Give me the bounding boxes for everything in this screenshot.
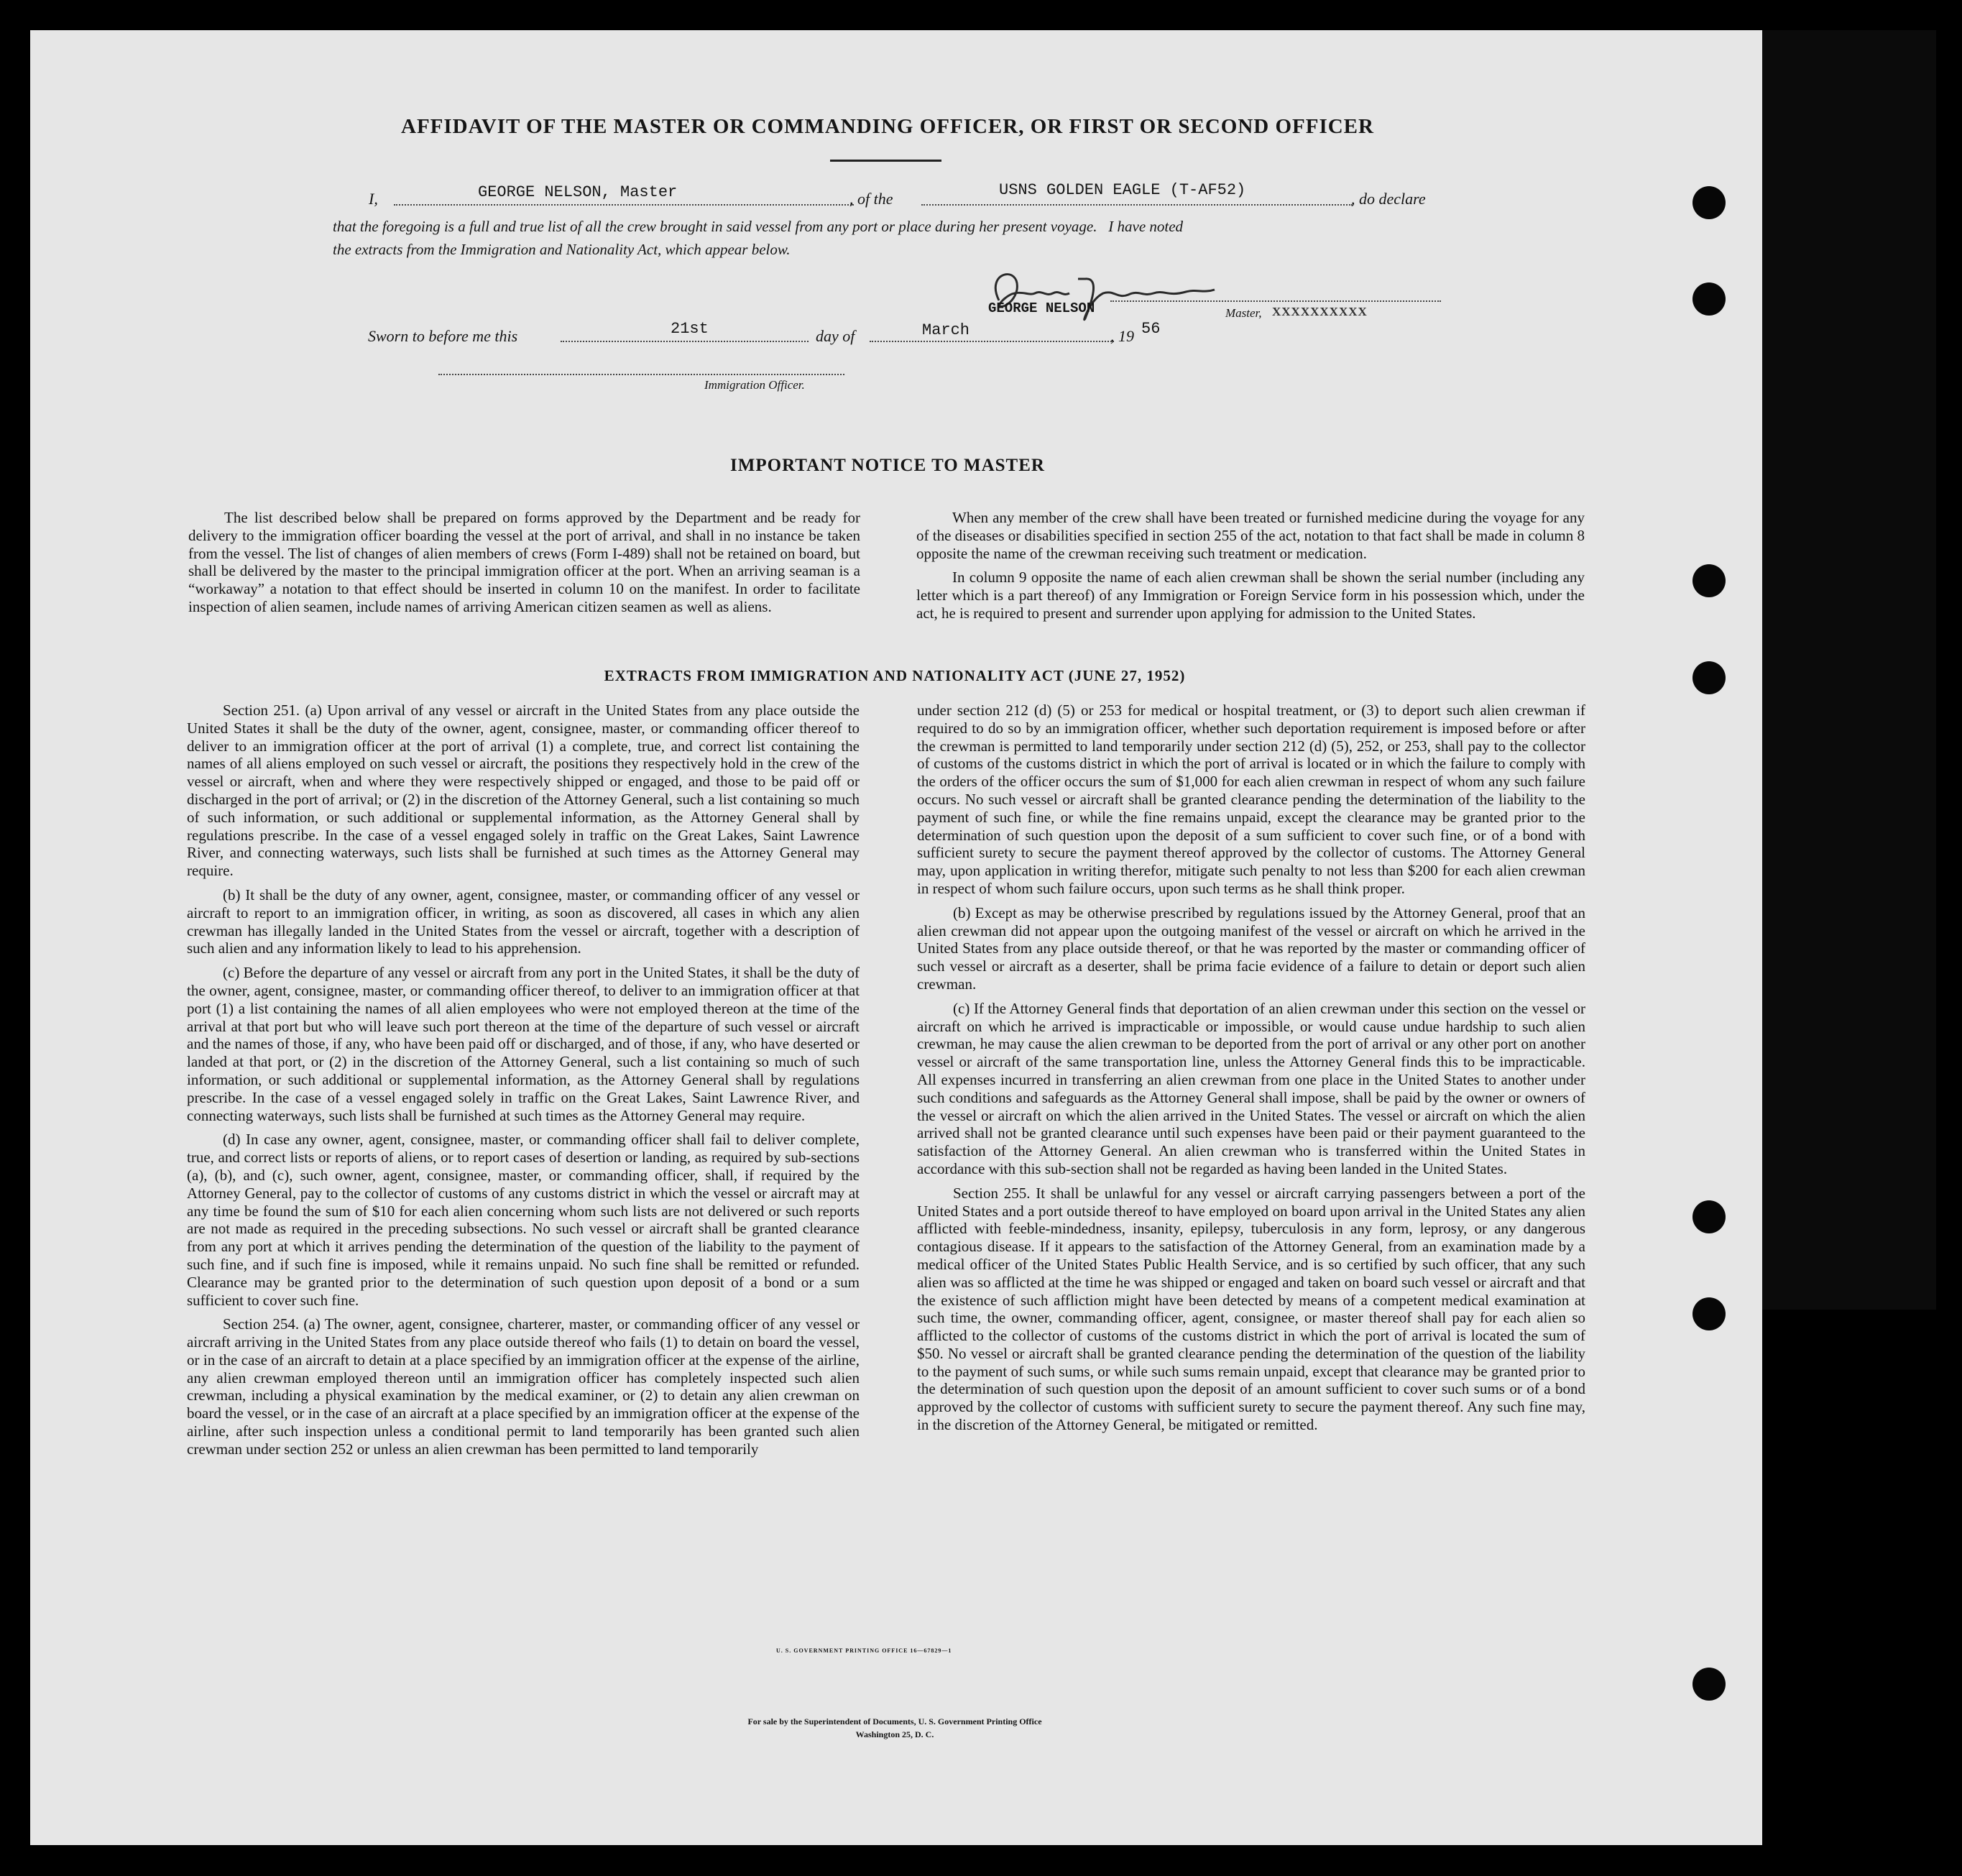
notice-left-column bbox=[188, 509, 860, 622]
extracts-heading: EXTRACTS FROM IMMIGRATION AND NATIONALITY ACT (JUNE 27, 1952) bbox=[604, 667, 1186, 684]
declaration-text-1: that the foregoing is a full and true list of all the crew brought in said vessel from any port or place during her present voyage. I have noted bbox=[333, 218, 1184, 235]
binder-hole bbox=[1692, 1297, 1726, 1330]
month-field-line bbox=[870, 325, 1114, 342]
immigration-officer-label: Immigration Officer. bbox=[704, 378, 805, 392]
act-section-paragraph: Section 251. (a) Upon arrival of any vessel or aircraft in the United States from any place outside the United States it shall be the duty of the owner, agent, consignee, master, or commanding officer thereof to deliver to an immigration officer at the port of arrival (1) a complete, true, and correct list containing the names of all aliens employed on such vessel or aircraft, the positions they respectively hold in the crew of the vessel or aircraft, when and where they were respectively shipped or engaged, and those to be paid off or discharged in the port of arrival; or (2) in the discretion of the Attorney General, such a list containing so much of such information, or such additional or supplemental information, as the Attorney General shall by regulations prescribe. In the case of a vessel engaged solely in traffic on the Great Lakes, Saint Lawrence River, and connecting waterways, such lists shall be furnished at such times as the Attorney General may require. bbox=[187, 702, 860, 880]
declaration-text-2: the extracts from the Immigration and Nationality Act, which appear below. bbox=[333, 241, 791, 258]
binder-hole bbox=[1692, 1200, 1726, 1233]
year-prefix: , 19 bbox=[1110, 327, 1134, 345]
act-section-paragraph: under section 212 (d) (5) or 253 for medical or hospital treatment, or (3) to deport such alien crewman if required to do so by an immigration officer, whether such deportation requirement is imposed before or after the crewman is permitted to land temporarily under section 212 (d) (5), 252, or 253, shall pay to the collector of customs of the customs district in which the port of arrival is located or in which the failure to comply with the orders of the officer occurs the sum of $1,000 for each alien crewman in respect of whom any such failure occurs. No such vessel or aircraft shall be granted clearance pending the determination of the liability to the payment of such fine, or while the fine remains unpaid, except the clearance may be granted prior to the determination of such question upon the deposit of a sum sufficient to cover such fine, or of a bond with sufficient surety to secure the payment thereof approved by the collector of customs. The Attorney General may, upon application in writing therefor, mitigate such penalty to not less than $200 for each alien crewman in respect of whom such failure occurs, upon such terms as he shall think proper. bbox=[917, 702, 1585, 897]
sworn-month-field: March bbox=[922, 321, 970, 339]
of-the-label: , of the bbox=[849, 190, 893, 208]
handwritten-signature bbox=[977, 257, 1222, 329]
act-section-paragraph: (d) In case any owner, agent, consignee, master, or commanding officer shall fail to deliver complete, true, and correct lists or reports of aliens, or to report cases of desertion or landing, as required by sub-sections (a), (b), and (c), such owner, agent, consignee, master, or commanding officer, shall, if required by the Attorney General, pay to the collector of customs of any customs district in which the vessel or aircraft may at any time be found the sum of $10 for each alien concerning whom such lists are not delivered or such reports are not made as required in the preceding subsections. No such vessel or aircraft shall be granted clearance from any port at which it arrives pending the determination of the question of the liability to the payment of such fine, and if such fine is imposed, while it remains unpaid. No such fine shall be remitted or refunded. Clearance may be granted prior to the determination of such question upon deposit of a bond or a sum sufficient to cover such fine. bbox=[187, 1131, 860, 1309]
sworn-day-field: 21st bbox=[671, 320, 709, 338]
binder-hole bbox=[1692, 1668, 1726, 1701]
binder-hole bbox=[1692, 186, 1726, 219]
affidavit-title: AFFIDAVIT OF THE MASTER OR COMMANDING OFFICER, OR FIRST OR SECOND OFFICER bbox=[401, 115, 1374, 138]
act-section-paragraph: Section 254. (a) The owner, agent, consignee, charterer, master, or commanding officer of any vessel or aircraft arriving in the United States from any place outside thereof who fails (1) to detain on board the vessel, or in the case of an aircraft to detain at a place specified by an immigration officer at the expense of the airline, any alien crewman employed thereon until an immigration officer has completely inspected such alien crewman, including a physical examination by the medical examiner, or (2) to detain any alien crewman on board the vessel, or in the case of an aircraft at a place specified by an immigration officer at the expense of the airline, after such inspection unless a conditional permit to land temporarily has been granted such alien crewman under section 252 or unless an alien crewman has been permitted to land temporarily bbox=[187, 1315, 860, 1458]
sale-notice-line2: Washington 25, D. C. bbox=[855, 1729, 934, 1739]
act-section-paragraph: (c) If the Attorney General finds that deportation of an alien crewman under this section on the vessel or aircraft on which he arrived is impracticable or impossible, or would cause undue hardship to such alien crewman, he may cause the alien crewman to be deported from the port of arrival or any other port on another vessel or aircraft of the same transportation line, unless the Attorney General finds this to be impracticable. All expenses incurred in transferring an alien crewman from one place in the United States to another under such conditions and safeguards as the Attorney General shall impose, shall be paid by the owner or owners of the vessel or aircraft on which the alien arrived in the United States. The vessel or aircraft on which the alien arrived shall not be granted clearance until such expenses have been paid or their payment guaranteed to the satisfaction of the Attorney General. An alien crewman who is transferred within the United States in accordance with this sub-section shall not be regarded as having been landed in the United States. bbox=[917, 999, 1585, 1177]
master-name-field: GEORGE NELSON, Master bbox=[478, 183, 678, 201]
immigration-officer-line bbox=[438, 359, 844, 375]
day-of-label: day of bbox=[816, 327, 855, 345]
binder-hole bbox=[1692, 564, 1726, 597]
extracts-left-column bbox=[187, 702, 860, 1465]
binder-hole bbox=[1692, 282, 1726, 316]
notice-paragraph: In column 9 opposite the name of each alien crewman shall be shown the serial number (including any letter which is a part thereof) of any Immigration or Foreign Service form in his possession which, under the act, he is required to present and surrender upon applying for admission to the United States. bbox=[916, 569, 1585, 622]
extracts-right-column bbox=[917, 702, 1585, 1440]
sale-notice-line1: For sale by the Superintendent of Documents, U. S. Government Printing Office bbox=[747, 1716, 1042, 1726]
signature-typed-name: GEORGE NELSON bbox=[988, 300, 1095, 316]
do-declare-label: , do declare bbox=[1351, 190, 1426, 208]
sworn-label: Sworn to before me this bbox=[368, 327, 518, 345]
printer-imprint: U. S. GOVERNMENT PRINTING OFFICE 16—67829—1 bbox=[776, 1647, 952, 1654]
act-section-paragraph: (c) Before the departure of any vessel or aircraft from any port in the United States, it shall be the duty of the owner, agent, consignee, master, or commanding officer thereof, to deliver to an immigration officer at that port (1) a list containing the names of all alien employees who were not employed thereon at the time of the arrival at that port but who will leave such port thereon at the time of the departure of such vessel or aircraft and the names of those, if any, who have been paid off or discharged, and of those, if any, who have deserted or landed at that port, or (2) in the discretion of the Attorney General, such a list containing so much of such information, or such additional or supplemental information, as the Attorney General shall by regulations prescribe. In the case of a vessel engaged solely in traffic on the Great Lakes, Saint Lawrence River, and connecting waterways, such lists shall be furnished at such times as the Attorney General may require. bbox=[187, 964, 860, 1124]
notice-heading: IMPORTANT NOTICE TO MASTER bbox=[730, 456, 1045, 475]
i-label: I, bbox=[369, 190, 378, 208]
notice-right-column bbox=[916, 509, 1585, 629]
sworn-year-field: 56 bbox=[1141, 320, 1161, 338]
signature-line bbox=[1110, 300, 1441, 302]
act-section-paragraph: (b) Except as may be otherwise prescribed by regulations issued by the Attorney General, proof that an alien crewman did not appear upon the outgoing manifest of the vessel or aircraft on which he arrived in the United States from any place outside thereof, or that he was reported by the master or commanding officer of such vessel or aircraft as a deserter, shall be prima facie evidence of a failure to detain or deport such alien crewman. bbox=[917, 903, 1585, 993]
notice-paragraph: When any member of the crew shall have been treated or furnished medicine during the voyage for any of the diseases or disabilities specified in section 255 of the act, notation to that fact shall be made in column 8 opposite the name of the crewman receiving such treatment or medication. bbox=[916, 509, 1585, 562]
title-rule bbox=[830, 160, 941, 162]
struck-out-text: XXXXXXXXXX bbox=[1272, 305, 1368, 318]
master-label: Master, bbox=[1225, 306, 1262, 320]
act-section-paragraph: Section 255. It shall be unlawful for any vessel or aircraft carrying passengers between a port of the United States and a port outside thereof to have employed on board upon arrival in the United States any alien afflicted with feeble-mindedness, insanity, epilepsy, tuberculosis in any form, leprosy, or any dangerous contagious disease. If it appears to the satisfaction of the Attorney General, from an examination made by a medical officer of the United States Public Health Service, and is so certified by such officer, that any such alien was so afflicted at the time he was shipped or engaged and taken on board such vessel or aircraft and that the existence of such affliction might have been detected by means of a competent medical examination at such time, the owner, commanding officer, agent, consignee, or master thereof shall pay for each alien so afflicted to the collector of customs of the customs district in which the port of arrival is located the sum of $50. No vessel or aircraft shall be granted clearance pending the determination of the question of the liability to the payment of such sums, or while such sums remain unpaid, except that clearance may be granted prior to the determination of such question upon the deposit of an amount sufficient to cover such sums or of a bond approved by the collector of customs with sufficient surety to secure the payment thereof. Any such fine may, in the discretion of the Attorney General, be mitigated or remitted. bbox=[917, 1184, 1585, 1434]
notice-paragraph: The list described below shall be prepared on forms approved by the Department and be ready for delivery to the immigration officer boarding the vessel at the port of arrival, and shall in no instance be taken from the vessel. The list of changes of alien members of crews (Form I-489) shall not be retained on board, but shall be delivered by the master to the principal immigration officer at the port. When an arriving seaman is a “workaway” a notation to that effect should be inserted in column 10 on the manifest. In order to facilitate inspection of alien seamen, include names of arriving American citizen seamen as well as aliens. bbox=[188, 509, 860, 615]
vessel-name-field: USNS GOLDEN EAGLE (T-AF52) bbox=[999, 181, 1246, 199]
act-section-paragraph: (b) It shall be the duty of any owner, agent, consignee, master, or commanding officer of any vessel or aircraft to report to an immigration officer, in writing, as soon as discovered, all cases in which any alien crewman has illegally landed in the United States from the vessel or aircraft, together with a description of such alien and any information likely to lead to his apprehension. bbox=[187, 886, 860, 957]
